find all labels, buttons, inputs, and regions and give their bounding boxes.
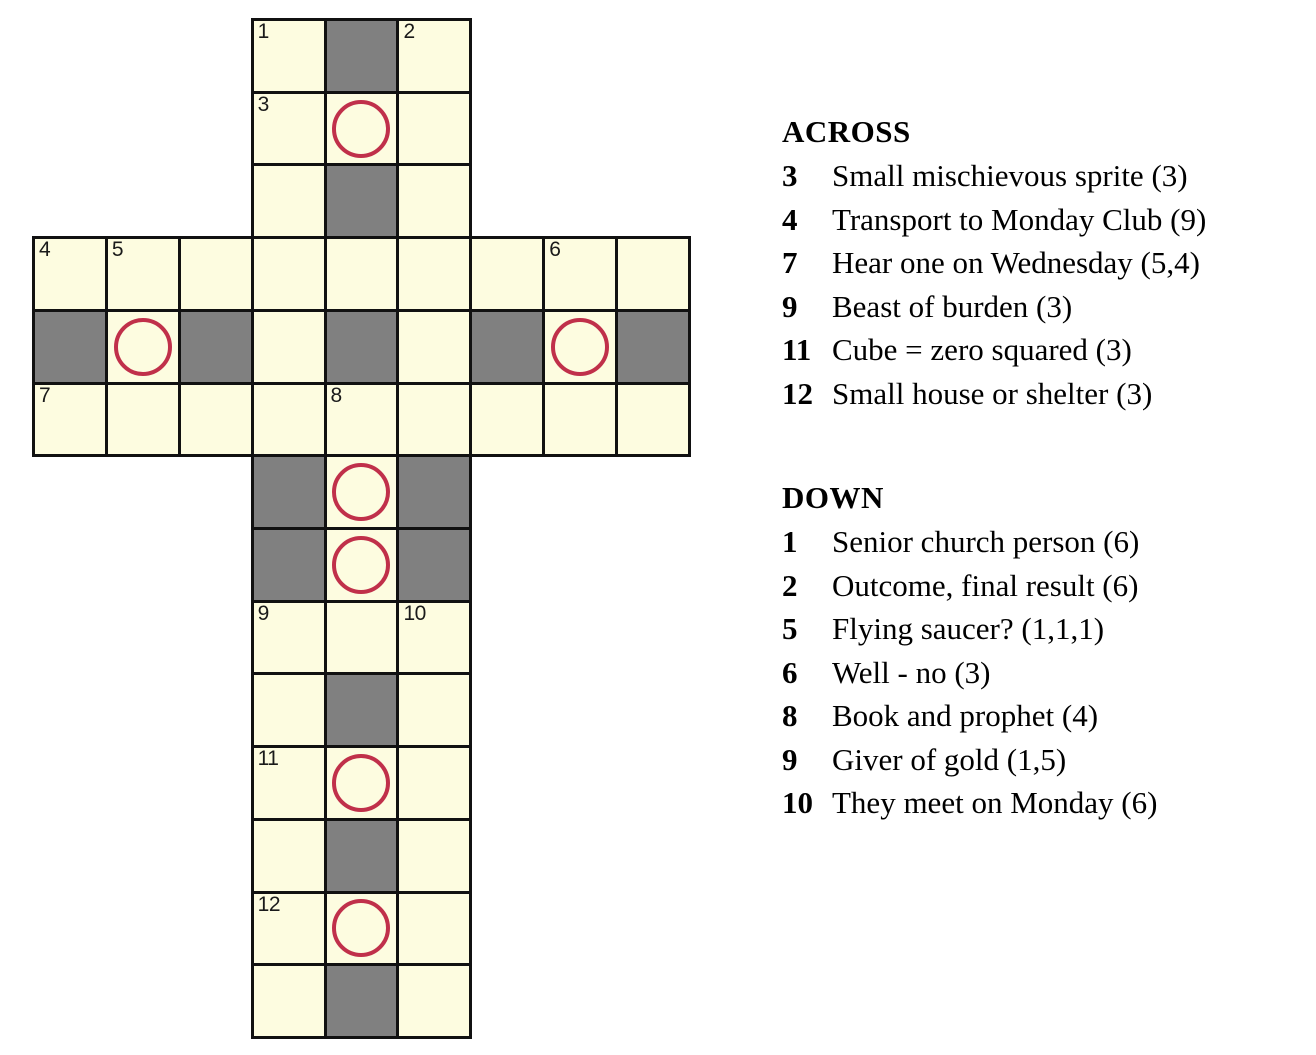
- cell-number: 6: [549, 238, 561, 262]
- grid-cell[interactable]: [542, 236, 618, 312]
- grid-cell[interactable]: [324, 600, 400, 676]
- clue-number: 5: [782, 611, 798, 646]
- grid-cell[interactable]: [324, 382, 400, 458]
- clue-number: 9: [782, 288, 798, 324]
- grid-cell[interactable]: [324, 527, 400, 603]
- grid-cell[interactable]: [32, 236, 108, 312]
- cell-number: 3: [257, 92, 269, 116]
- grid-block-cell: [251, 454, 327, 530]
- down-clue-list: [782, 520, 1302, 825]
- grid-cell[interactable]: [324, 891, 400, 967]
- across-clue-12[interactable]: [782, 372, 1302, 416]
- grid-cell[interactable]: [251, 382, 327, 458]
- across-heading: ACROSS: [782, 114, 911, 149]
- grid-cell[interactable]: [251, 672, 327, 748]
- clue-text: They meet on Monday (6): [832, 785, 1158, 820]
- grid-cell[interactable]: [396, 891, 472, 967]
- grid-cell[interactable]: [178, 382, 254, 458]
- grid-block-cell: [396, 454, 472, 530]
- grid-cell[interactable]: [324, 236, 400, 312]
- grid-cell[interactable]: [324, 745, 400, 821]
- grid-block-cell: [324, 818, 400, 894]
- cell-circle-marker: [551, 318, 609, 376]
- grid-cell[interactable]: [396, 672, 472, 748]
- clue-text: Senior church person (6): [832, 524, 1140, 559]
- grid-cell[interactable]: [396, 818, 472, 894]
- cell-number: 2: [403, 20, 415, 43]
- clue-number: 7: [782, 245, 798, 280]
- cell-number: 10: [403, 601, 426, 625]
- down-clue-9[interactable]: [782, 738, 1302, 782]
- clue-text: Beast of burden (3): [832, 288, 1073, 324]
- clue-number: 9: [782, 741, 798, 777]
- cell-circle-marker: [114, 318, 172, 376]
- grid-cell[interactable]: [251, 309, 327, 385]
- down-clue-5[interactable]: [782, 607, 1302, 651]
- clue-text: Small house or shelter (3): [832, 375, 1153, 411]
- grid-cell[interactable]: [251, 745, 327, 821]
- grid-cell[interactable]: [251, 891, 327, 967]
- across-clue-9[interactable]: [782, 285, 1302, 329]
- grid-block-cell: [324, 309, 400, 385]
- clue-text: Well - no (3): [832, 654, 991, 690]
- cell-circle-marker: [332, 100, 390, 158]
- cell-number: 11: [257, 747, 279, 771]
- cell-circle-marker: [332, 899, 390, 957]
- down-clue-block: [782, 478, 1302, 825]
- clue-text: Hear one on Wednesday (5,4): [832, 245, 1200, 280]
- grid-cell[interactable]: [251, 18, 327, 94]
- grid-block-cell: [615, 309, 691, 385]
- clue-number: 10: [782, 785, 813, 820]
- cell-number: 7: [39, 383, 51, 407]
- down-clue-6[interactable]: [782, 651, 1302, 695]
- grid-cell[interactable]: [396, 382, 472, 458]
- clue-text: Transport to Monday Club (9): [832, 201, 1207, 237]
- grid-cell[interactable]: [396, 600, 472, 676]
- grid-cell[interactable]: [615, 382, 691, 458]
- clue-text: Book and prophet (4): [832, 698, 1099, 733]
- clue-number: 1: [782, 524, 798, 559]
- down-clue-1[interactable]: [782, 520, 1302, 564]
- grid-block-cell: [396, 527, 472, 603]
- clue-text: Giver of gold (1,5): [832, 741, 1067, 777]
- down-heading: DOWN: [782, 480, 884, 515]
- grid-cell[interactable]: [251, 236, 327, 312]
- across-clue-block: [782, 112, 1302, 415]
- cell-number: 9: [257, 601, 269, 625]
- clue-text: Small mischievous sprite (3): [832, 158, 1188, 193]
- cell-circle-marker: [332, 463, 390, 521]
- across-clue-11[interactable]: [782, 328, 1302, 372]
- grid-block-cell: [32, 309, 108, 385]
- clue-number: 4: [782, 201, 798, 237]
- clue-number: 2: [782, 567, 798, 603]
- clue-number: 8: [782, 698, 798, 733]
- grid-cell[interactable]: [324, 91, 400, 167]
- grid-cell[interactable]: [105, 382, 181, 458]
- across-clue-4[interactable]: [782, 198, 1302, 242]
- grid-block-cell: [324, 963, 400, 1039]
- grid-cell[interactable]: [324, 454, 400, 530]
- cell-number: 4: [39, 238, 51, 262]
- grid-cell[interactable]: [396, 309, 472, 385]
- grid-cell[interactable]: [396, 236, 472, 312]
- clue-text: Cube = zero squared (3): [832, 332, 1132, 367]
- cell-number: 8: [330, 383, 342, 407]
- clue-text: Outcome, final result (6): [832, 567, 1139, 603]
- cell-number: 5: [111, 238, 124, 262]
- across-clue-3[interactable]: [782, 154, 1302, 198]
- grid-cell[interactable]: [469, 382, 545, 458]
- grid-cell[interactable]: [251, 963, 327, 1039]
- clue-number: 6: [782, 654, 798, 690]
- crossword-grid[interactable]: [32, 18, 688, 1036]
- grid-cell[interactable]: [396, 91, 472, 167]
- grid-cell[interactable]: [542, 309, 618, 385]
- across-clue-list: [782, 154, 1302, 415]
- cell-circle-marker: [332, 754, 390, 812]
- grid-cell[interactable]: [105, 236, 181, 312]
- grid-block-cell: [324, 163, 400, 239]
- grid-block-cell: [324, 18, 400, 94]
- grid-block-cell: [324, 672, 400, 748]
- cell-circle-marker: [332, 536, 390, 594]
- clue-number: 3: [782, 158, 798, 193]
- grid-cell[interactable]: [178, 236, 254, 312]
- clue-number: 12: [782, 375, 813, 411]
- grid-cell[interactable]: [396, 745, 472, 821]
- grid-block-cell: [469, 309, 545, 385]
- grid-cell[interactable]: [251, 600, 327, 676]
- grid-cell[interactable]: [396, 163, 472, 239]
- across-clue-7[interactable]: [782, 241, 1302, 285]
- cell-number: 1: [257, 20, 269, 43]
- grid-cell[interactable]: [251, 818, 327, 894]
- clue-text: Flying saucer? (1,1,1): [832, 611, 1105, 646]
- cell-number: 12: [257, 892, 281, 916]
- grid-cell[interactable]: [469, 236, 545, 312]
- down-clue-2[interactable]: [782, 564, 1302, 608]
- grid-cell[interactable]: [396, 963, 472, 1039]
- down-clue-10[interactable]: [782, 781, 1302, 825]
- grid-cell[interactable]: [615, 236, 691, 312]
- grid-cell[interactable]: [105, 309, 181, 385]
- grid-block-cell: [178, 309, 254, 385]
- down-clue-8[interactable]: [782, 694, 1302, 738]
- grid-cell[interactable]: [251, 163, 327, 239]
- clue-panel: [782, 112, 1302, 825]
- grid-cell[interactable]: [251, 91, 327, 167]
- grid-block-cell: [251, 527, 327, 603]
- grid-cell[interactable]: [32, 382, 108, 458]
- clue-number: 11: [782, 332, 812, 367]
- grid-cell[interactable]: [396, 18, 472, 94]
- grid-cell[interactable]: [542, 382, 618, 458]
